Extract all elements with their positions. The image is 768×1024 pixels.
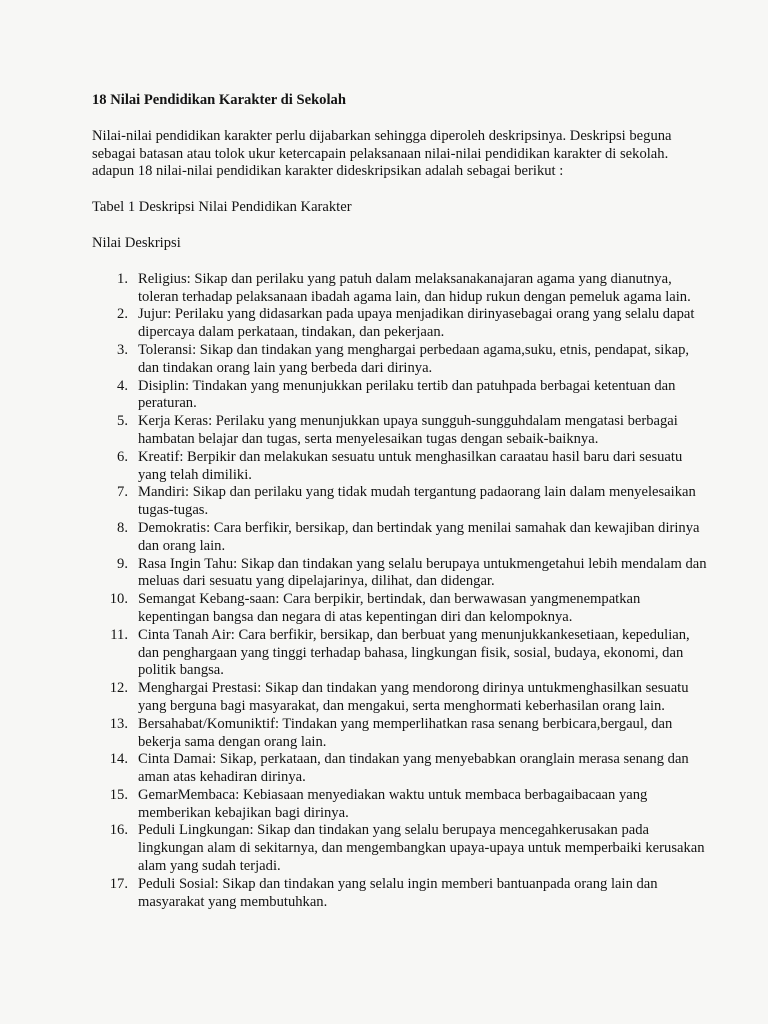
list-item-number: 5. [117,413,128,430]
list-item-number: 15. [109,786,128,803]
list-item [92,378,708,414]
list-item-number: 13. [109,715,128,732]
list-item-number: 3. [117,341,128,358]
list-item-number: 14. [109,751,128,768]
list-item-number: 10. [109,591,128,608]
list-item-number: 17. [109,875,128,892]
list-item-number: 11. [110,626,128,643]
intro-paragraph: Nilai-nilai pendidikan karakter perlu dijabarkan sehingga diperoleh deskripsinya. Deskripsi beguna sebagai batasan atau tolok ukur ketercapain pelaksanaan nilai-nilai pendidikan karakter di sekolah. adapun 18 nilai-nilai pendidikan karakter dideskripsikan adalah sebagai berikut : [92,127,672,180]
list-item-text: Kreatif: Berpikir dan melakukan sesuatu untuk menghasilkan caraatau hasil baru dari sesuatu yang telah dimiliki. [138,448,683,483]
list-item [92,787,708,823]
list-item [92,306,708,342]
list-item-text: Cinta Damai: Sikap, perkataan, dan tindakan yang menyebabkan oranglain merasa senang dan aman atas kehadiran dirinya. [138,751,689,786]
list-item [92,680,708,716]
list-item [92,591,708,627]
list-item-number: 6. [117,448,128,465]
list-item-text: Disiplin: Tindakan yang menunjukkan perilaku tertib dan patuhpada berbagai ketentuan dan peraturan. [138,377,676,412]
list-item [92,556,708,592]
list-item-text: Semangat Kebang-saan: Cara berpikir, bertindak, dan berwawasan yangmenempatkan kepentingan bangsa dan negara di atas kepentingan diri dan kelompoknya. [138,591,641,625]
list-item-number: 4. [117,377,128,394]
list-item-text: GemarMembaca: Kebiasaan menyediakan waktu untuk membaca berbagaibacaan yang memberikan kebajikan bagi dirinya. [138,786,648,821]
list-item-text: Cinta Tanah Air: Cara berfikir, bersikap, dan berbuat yang menunjukkankesetiaan, kepedulian, dan penghargaan yang tinggi terhadap bahasa, lingkungan fisik, sosial, budaya, ekonomi, dan politik bangsa. [138,626,690,679]
list-item [92,627,708,680]
document-title: 18 Nilai Pendidikan Karakter di Sekolah [92,92,346,108]
list-item-text: Bersahabat/Komuniktif: Tindakan yang memperlihatkan rasa senang berbicara,bergaul, dan bekerja sama dengan orang lain. [138,715,673,750]
list-item [92,413,708,449]
list-item [92,876,708,912]
list-item [92,342,708,378]
list-item-text: Rasa Ingin Tahu: Sikap dan tindakan yang selalu berupaya untukmengetahui lebih mendalam dan meluas dari sesuatu yang dipelajarinya, dilihat, dan didengar. [138,555,707,590]
list-item-text: Menghargai Prestasi: Sikap dan tindakan yang mendorong dirinya untukmenghasilkan sesuatu yang berguna bagi masyarakat, dan mengakui, serta menghormati keberhasilan orang lain. [138,680,689,714]
list-item-number: 1. [117,270,128,287]
list-item-number: 8. [117,519,128,536]
list-item [92,449,708,485]
list-item [92,520,708,556]
list-item-text: Kerja Keras: Perilaku yang menunjukkan upaya sungguh-sungguhdalam mengatasi berbagai hambatan belajar dan tugas, serta menyelesaikan tugas dengan sebaik-baiknya. [138,413,678,447]
table-caption: Tabel 1 Deskripsi Nilai Pendidikan Karakter [92,199,352,216]
list-item [92,716,708,752]
list-item [92,271,708,307]
list-item [92,751,708,787]
columns-label: Nilai Deskripsi [92,234,181,251]
list-item-number: 16. [109,822,128,839]
list-item [92,484,708,520]
list-item-text: Demokratis: Cara berfikir, bersikap, dan bertindak yang menilai samahak dan kewajiban dirinya dan orang lain. [138,519,700,554]
list-item-text: Mandiri: Sikap dan perilaku yang tidak mudah tergantung padaorang lain dalam menyelesaikan tugas-tugas. [138,484,696,519]
list-item-number: 12. [109,680,128,697]
list-item-number: 7. [117,484,128,501]
list-item-text: Toleransi: Sikap dan tindakan yang menghargai perbedaan agama,suku, etnis, pendapat, sikap, dan tindakan orang lain yang berbeda dari dirinya. [138,341,690,376]
list-item-text: Religius: Sikap dan perilaku yang patuh dalam melaksanakanajaran agama yang dianutnya, toleran terhadap pelaksanaan ibadah agama lain, dan hidup rukun dengan pemeluk agama lain. [138,270,691,305]
list-item-number: 9. [117,555,128,572]
list-item [92,822,708,875]
list-item-text: Peduli Sosial: Sikap dan tindakan yang selalu ingin memberi bantuanpada orang lain dan masyarakat yang membutuhkan. [138,875,658,910]
list-item-text: Jujur: Perilaku yang didasarkan pada upaya menjadikan dirinyasebagai orang yang selalu dapat dipercaya dalam perkataan, tindakan, dan pekerjaan. [138,306,695,341]
character-values-list [92,271,708,912]
list-item-text: Peduli Lingkungan: Sikap dan tindakan yang selalu berupaya mencegahkerusakan pada lingkungan alam di sekitarnya, dan mengembangkan upaya-upaya untuk memperbaiki kerusakan alam yang sudah terjadi. [138,822,705,875]
list-item-number: 2. [117,306,128,323]
